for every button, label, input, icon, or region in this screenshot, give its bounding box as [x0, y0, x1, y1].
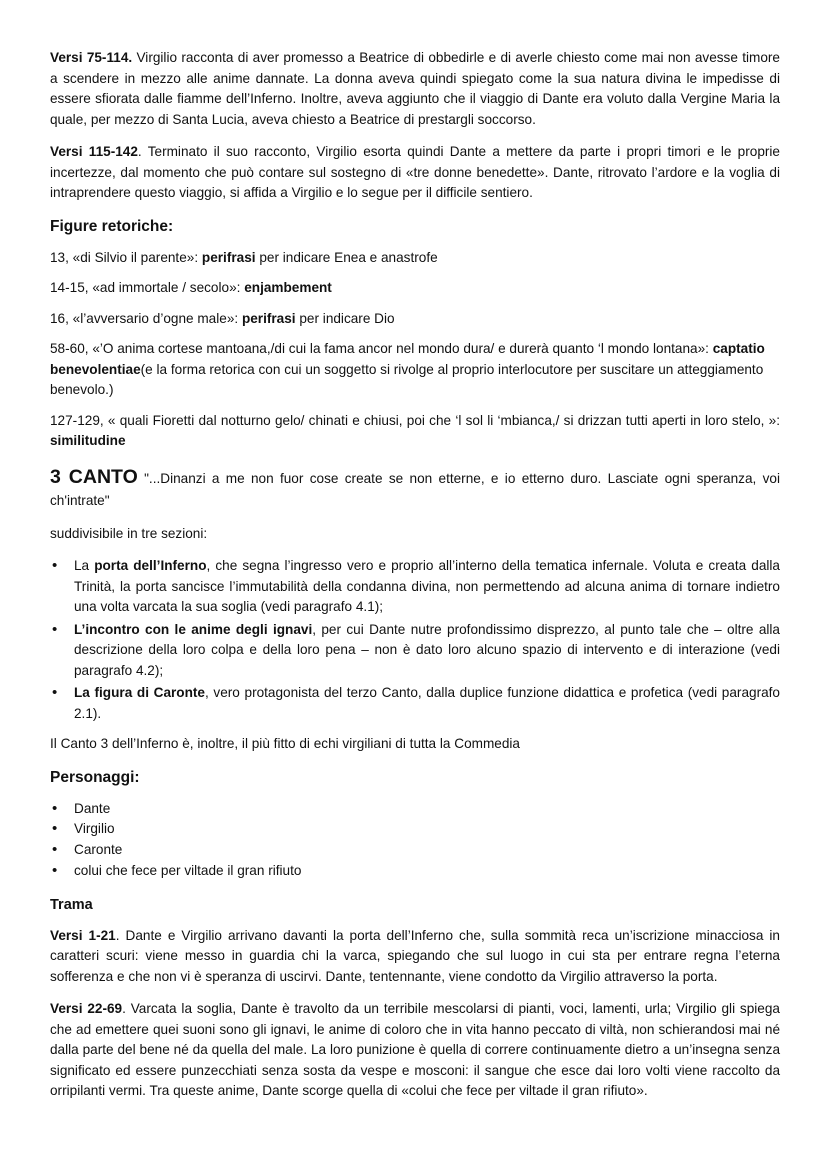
document-page	[50, 48, 780, 1102]
figure-ref: 58-60, «’O anima cortese mantoana,/di cui la fama ancor nel mondo dura/ e durerà quanto ‘l mondo lontana»:	[50, 341, 713, 356]
trama-heading: Trama	[50, 896, 93, 913]
list-item	[50, 556, 780, 618]
paragraph-versi-75-114	[50, 48, 780, 130]
figure-item	[50, 309, 780, 330]
figure-note: per indicare Enea e anastrofe	[255, 249, 438, 265]
figure-item	[50, 411, 780, 452]
paragraph-text: Virgilio racconta di aver promesso a Beatrice di obbedirle e di averle chiesto come mai non avesse timore a scendere in mezzo alle anime dannate. La donna aveva quindi spiegato come la sua natura divina le impedisse di essere sfiorata dalle fiamme dell’Inferno. Inoltre, aveva aggiunto che il viaggio di Dante era voluto dalla Vergine Maria la quale, per mezzo di Santa Lucia, aveva chiesto a Beatrice di prestargli soccorso.	[50, 50, 780, 127]
figure-retoriche-heading: Figure retoriche:	[50, 217, 174, 235]
figure-term: perifrasi	[201, 249, 256, 265]
figure-term: similitudine	[50, 433, 126, 448]
item-term: La figura di Caronte	[74, 685, 205, 700]
figure-term: enjambement	[244, 280, 332, 295]
item-term: porta dell’Inferno	[94, 558, 207, 573]
paragraph-versi-22-69	[50, 999, 780, 1102]
list-item: • colui che fece per viltade il gran rifiuto	[50, 861, 780, 882]
figure-note: (e la forma retorica con cui un soggetto si rivolge al proprio interlocutore per suscitare un atteggiamento benevolo.)	[50, 361, 764, 397]
verse-label: Versi 1-21	[50, 927, 116, 943]
canto-note: Il Canto 3 dell’Inferno è, inoltre, il più fitto di echi virgiliani di tutta la Commedia	[50, 736, 520, 751]
figure-ref: 127-129, « quali Fioretti dal notturno gelo/ chinati e chiusi, poi che ‘l sol li ‘mbianca,/ si drizzan tutti aperti in loro stelo, »:	[50, 412, 780, 428]
verse-label: Versi 22-69	[50, 1001, 123, 1017]
item-text: , che segna l’ingresso vero e proprio all’interno della tematica infernale. Voluta e creata dalla Trinità, la porta sancisce l’immutabilità della condanna divina, non permettendo ad alcuna anima di tornare indietro una volta varcata la sua soglia (vedi paragrafo 4.1);	[74, 558, 780, 614]
paragraph-versi-115-142	[50, 142, 780, 204]
item-pre: La	[74, 558, 95, 573]
paragraph-text: . Varcata la soglia, Dante è travolto da un terribile mescolarsi di pianti, voci, lamenti, urla; Virgilio gli spiega che ad emettere quei suoni sono gli ignavi, le anime di coloro che in vita hanno peccato di viltà, non schierandosi mai né dalla parte del bene né da quella del male. La loro punizione è quella di correre continuamente dietro a un’insegna senza significato ed essere punzecchiati senza sosta da vespe e mosconi: il sangue che esce dai loro volti viene raccolto da orripilanti vermi. Tra queste anime, Dante scorge quella di «colui che fece per viltade il gran rifiuto».	[50, 1001, 780, 1099]
figure-item	[50, 248, 780, 269]
list-item: • Virgilio	[50, 819, 780, 840]
item-term: L’incontro con le anime degli ignavi	[74, 621, 313, 637]
list-item	[50, 683, 780, 724]
list-item: • Dante	[50, 799, 780, 820]
canto-heading	[50, 466, 780, 512]
figure-ref: 16, «l’avversario d’ogne male»:	[50, 310, 242, 326]
personaggi-heading: Personaggi:	[50, 768, 140, 786]
sections-list	[50, 556, 780, 724]
figure-item	[50, 278, 780, 299]
verse-label: Versi 75-114.	[50, 50, 133, 65]
canto-quote: "...Dinanzi a me non fuor cose create se non etterne, e io etterno duro. Lasciate ogni speranza, voi ch'intrate"	[50, 470, 780, 508]
list-item	[50, 620, 780, 682]
item-text: , per cui Dante nutre profondissimo disprezzo, al punto tale che – oltre alla descrizione della loro colpa e della loro pena – non è dato loro alcuno spazio di intervento e di interazione (vedi paragrafo 4.2);	[74, 621, 780, 678]
figure-ref: 13, «di Silvio il parente»:	[50, 249, 202, 265]
figure-ref: 14-15, «ad immortale / secolo»:	[50, 280, 245, 295]
sections-intro: suddivisibile in tre sezioni:	[50, 525, 208, 541]
list-item: • Caronte	[50, 840, 780, 861]
canto-title: 3 CANTO	[50, 465, 138, 488]
figure-item	[50, 339, 780, 401]
characters-list	[50, 799, 780, 882]
figure-term: captatio benevolentiae	[50, 341, 765, 377]
paragraph-text: . Terminato il suo racconto, Virgilio esorta quindi Dante a mettere da parte i propri timori e le proprie incertezze, dal momento che può contare sul sostegno di «tre donne benedette». Dante, ritrovato l’ardore e la voglia di intraprendere questo viaggio, si affida a Virgilio e lo segue per il difficile sentiero.	[50, 144, 780, 200]
verse-label: Versi 115-142	[50, 144, 138, 159]
paragraph-text: . Dante e Virgilio arrivano davanti la porta dell’Inferno che, sulla sommità reca un’iscrizione minacciosa in caratteri scuri: viene messo in guardia chi la varca, spiegando che sul luogo in cui sta per entrare regna l’eterna sofferenza e che non vi è speranza di uscirvi. Dante, tentennante, viene condotto da Virgilio attraverso la porta.	[50, 927, 780, 984]
item-text: , vero protagonista del terzo Canto, dalla duplice funzione didattica e profetica (vedi paragrafo 2.1).	[74, 685, 780, 721]
figure-note: per indicare Dio	[295, 310, 395, 326]
figure-term: perifrasi	[241, 310, 296, 326]
paragraph-versi-1-21	[50, 926, 780, 988]
